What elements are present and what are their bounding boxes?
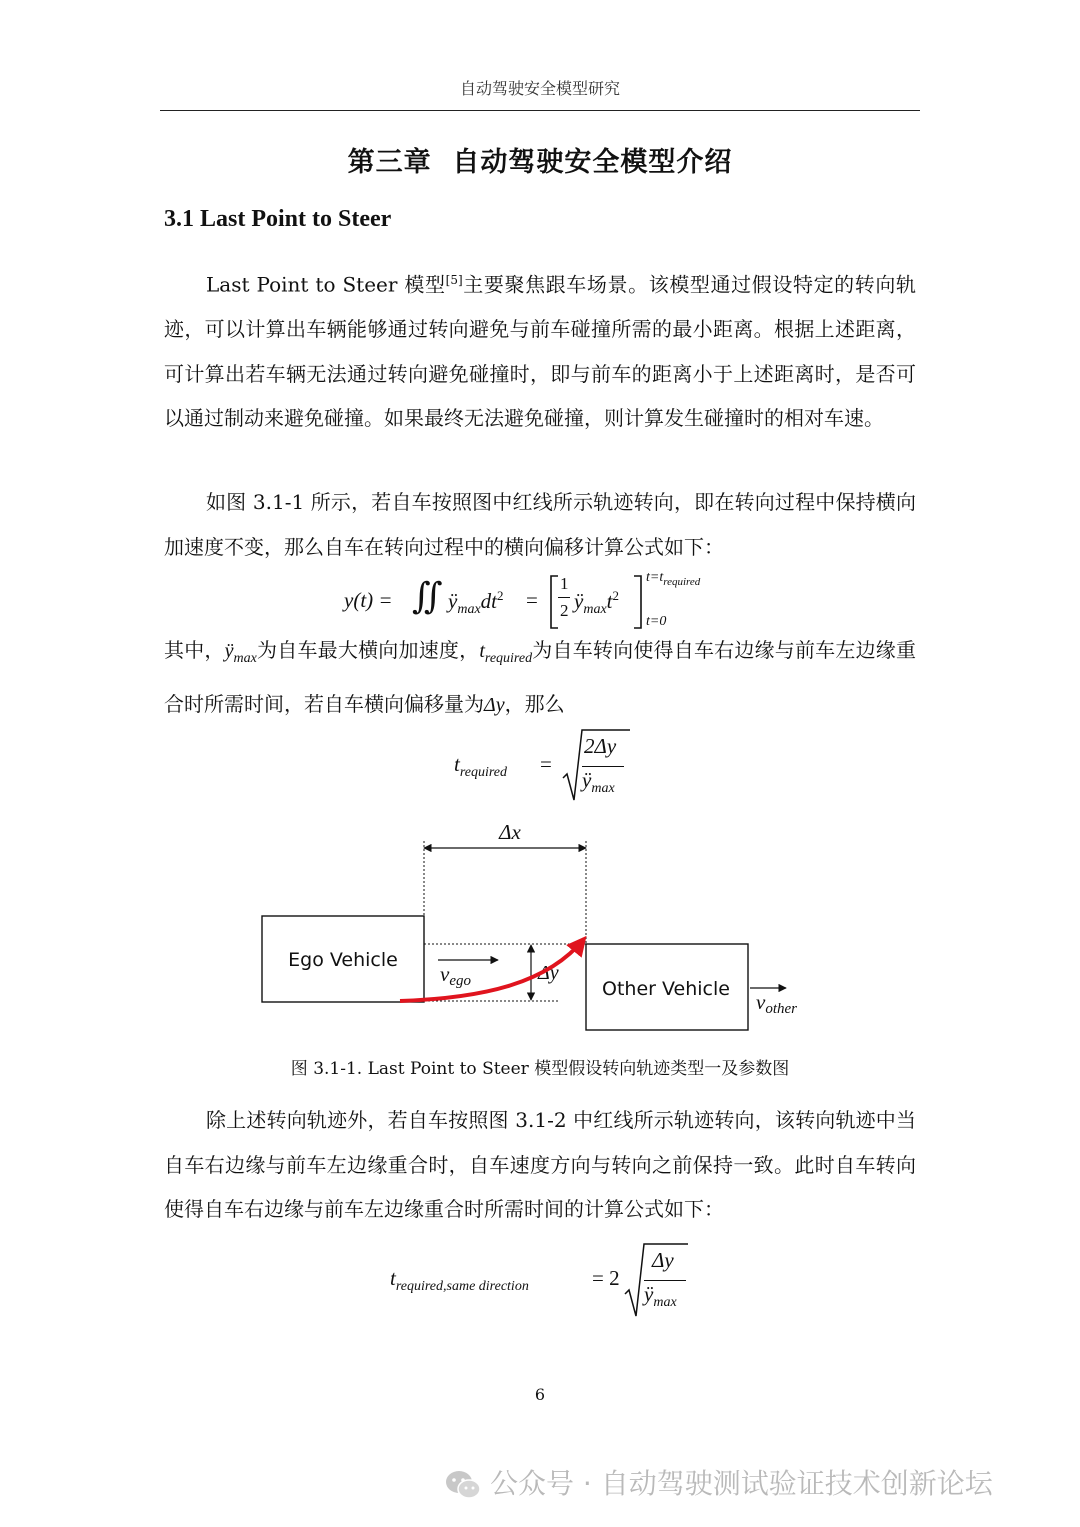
formula3-denominator: $ÿ_{max}$ (644, 1282, 677, 1311)
formula2-lhs: $t_{required}$ (454, 752, 508, 781)
para1-post: 主要聚焦跟车场景。该模型通过假设特定的转向轨迹，可以计算出车辆能够通过转向避免与前车碰撞所需的最小距离。根据上述距离，可计算出若车辆无法通过转向避免碰撞时，即与前车的距离小于上述距离时，是否可以通过制动来避免碰撞。如果最终无法避免碰撞，则计算发生碰撞时的相对车速。 (164, 272, 916, 431)
section-title: 3.1 Last Point to Steer (164, 206, 392, 232)
lower-limit: t=0 (646, 614, 667, 629)
symbol-ydd-max: $ÿ_{max}$ (224, 640, 257, 666)
paragraph-definitions: 其中，$ÿ_{max}$为自车最大横向加速度，$t_{required}$为自车转向使得自车右边缘与前车左边缘重合时所需时间，若自车横向偏移量为Δy，那么 (164, 638, 917, 716)
delta-y-label: Δy (538, 962, 559, 984)
wechat-icon (444, 1469, 482, 1501)
formula-t-required-same-direction (390, 1242, 700, 1322)
paragraph-trajectory: 如图 3.1-1 所示，若自车按照图中红线所示轨迹转向，即在转向过程中保持横向加速度不变，那么自车在转向过程中的横向偏移计算公式如下： (164, 490, 916, 559)
upper-limit: $t=t_{required}$ (646, 570, 701, 588)
delta-x-label: Δx (499, 820, 521, 844)
chapter-title: 第三章 自动驾驶安全模型介绍 (347, 147, 733, 178)
formula2-equals: = (540, 752, 552, 776)
formula-t-required (454, 728, 654, 806)
formula3-lhs: $t_{required,same direction}$ (390, 1266, 529, 1295)
paragraph-same-direction: 除上述转向轨迹外，若自车按照图 3.1-2 中红线所示轨迹转向，该转向轨迹中当自车右边缘与前车左边缘重合时，自车速度方向与转向之前保持一致。此时自车转向使得自车右边缘与前车左边缘重合时所需时间的计算公式如下： (164, 1108, 916, 1221)
formula3-fraction-bar (644, 1280, 686, 1281)
formula2-numerator: 2Δy (584, 734, 617, 758)
half-denominator: 2 (560, 601, 569, 620)
para1-pre: Last Point to Steer 模型 (206, 272, 446, 297)
figure-caption: 图 3.1-1. Last Point to Steer 模型假设转向轨迹类型一及参数图 (290, 1059, 790, 1079)
page-number: 6 (534, 1385, 546, 1404)
v-other-label: vother (756, 990, 797, 1017)
formula-lateral-offset (344, 570, 764, 632)
v-ego-label: vego (440, 962, 471, 989)
watermark-text: 公众号 · 自动驾驶测试验证技术创新论坛 (490, 1467, 993, 1500)
steer-diagram (250, 815, 830, 1040)
formula2-denominator: $ÿ_{max}$ (582, 768, 615, 797)
symbol-delta-y: Δy (484, 693, 505, 716)
half-fraction-bar (558, 597, 570, 598)
paragraph-intro (164, 258, 916, 441)
running-header: 自动驾驶安全模型研究 (459, 79, 620, 98)
double-integral-symbol: ∬ (412, 576, 443, 617)
ego-vehicle-label: Ego Vehicle (288, 949, 398, 971)
formula3-equals: = 2 (592, 1266, 620, 1290)
formula1-inner: $ÿ_{max}t^2$ (574, 588, 619, 618)
formula3-numerator: Δy (652, 1248, 674, 1272)
right-bracket (632, 574, 644, 630)
formula1-equals: = (526, 588, 538, 612)
citation[interactable]: [5] (445, 273, 463, 287)
symbol-t-required: $t_{required}$ (479, 640, 533, 666)
formula1-lhs: y(t) = (344, 588, 393, 612)
watermark (444, 1462, 993, 1502)
header-rule (160, 110, 920, 111)
half-numerator: 1 (560, 574, 569, 593)
other-vehicle-label: Other Vehicle (602, 978, 730, 1000)
formula2-fraction-bar (582, 766, 624, 767)
left-bracket (548, 574, 560, 630)
formula1-integrand: $ÿ_{max}dt^2$ (448, 588, 504, 618)
